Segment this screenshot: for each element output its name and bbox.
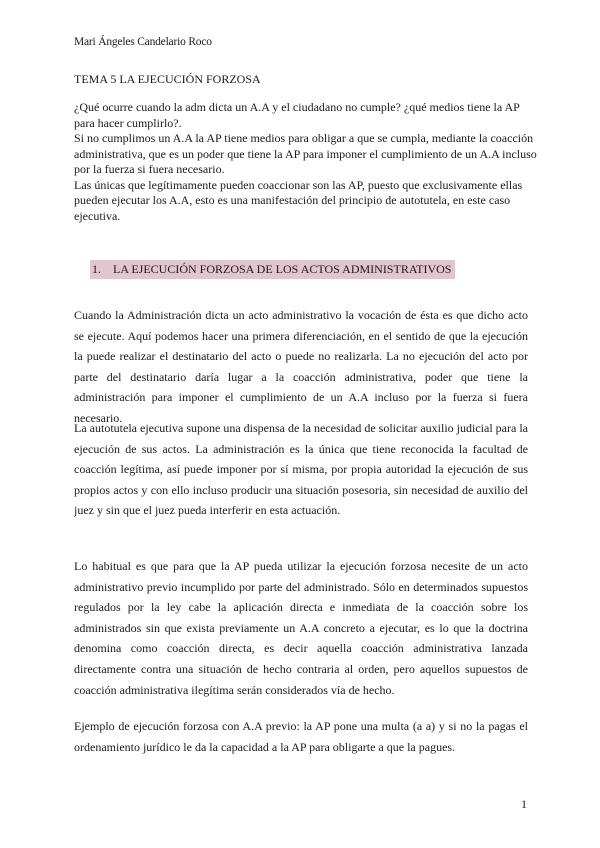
paragraph-ejemplo: Ejemplo de ejecución forzosa con A.A previo: la AP pone una multa (a a) y si no la pagas el ordenamiento jurídico le da la capacidad a la AP para obligarte a que la pagues. (74, 719, 528, 754)
body-paragraph (74, 716, 528, 757)
paragraph-autotutela: La autotutela ejecutiva supone una dispensa de la necesidad de solicitar auxilio judicial para la ejecución de sus actos. La administración es la única que tiene reconocida la facultad de coacción legítima, así puede imponer por sí misma, por propia autoridad la ejecución de sus propios actos y con ello incluso producir una situación posesoria, sin necesidad de auxilio del juez y sin que el juez pueda interferir en esta actuación. (74, 421, 528, 518)
paragraph-ejecucion: Cuando la Administración dicta un acto administrativo la vocación de ésta es que dicho acto se ejecute. Aquí podemos hacer una primera diferenciación, en el sentido de que la ejecución la puede realizar el destinatario del acto o puede no realizarla. La no ejecución del acto por parte del destinatario daría lugar a la coacción administrativa, poder que tiene la administración para imponer el cumplimiento de un A.A incluso por la fuerza si fuera necesario. (74, 308, 528, 425)
intro-question: ¿Qué ocurre cuando la adm dicta un A.A y el ciudadano no cumple? ¿qué medios tiene la AP para hacer cumplirlo?. (74, 100, 520, 130)
page-number: 1 (521, 797, 527, 811)
section-title: LA EJECUCIÓN FORZOSA DE LOS ACTOS ADMINISTRATIVOS (113, 262, 452, 276)
body-paragraph (74, 556, 528, 700)
body-paragraph (74, 305, 528, 429)
author-header: Mari Ángeles Candelario Roco (74, 36, 212, 48)
section-heading (90, 260, 455, 279)
body-paragraph (74, 418, 528, 521)
section-number: 1. (92, 262, 101, 276)
intro-autotutela: Las únicas que legítimamente pueden coaccionar son las AP, puesto que exclusivamente ellas pueden ejecutar los A.A, esto es una manifestación del principio de autotutela, en este caso ejecutiva. (74, 177, 523, 223)
intro-explanation: Si no cumplimos un A.A la AP tiene medios para obligar a que se cumpla, mediante la coacción administrativa, que es un poder que tiene la AP para imponer el cumplimiento de un A.A incluso por la fuerza si fuera necesario. (74, 131, 537, 176)
intro-block (74, 100, 540, 224)
paragraph-coaccion-directa: Lo habitual es que para que la AP pueda utilizar la ejecución forzosa necesite de un acto administrativo previo incumplido por parte del administrado. Sólo en determinados supuestos regulados por la ley cabe la aplicación directa e inmediata de la coacción sobre los administrados sin que exista previamente un A.A concreto a ejecutar, es lo que la doctrina denomina como coacción directa, es decir aquella coacción administrativa lanzada directamente contra una situación de hecho contraria al orden, pero aquellos supuestos de coacción administrativa ilegítima serán considerados vía de hecho. (74, 559, 528, 697)
page-title: TEMA 5 LA EJECUCIÓN FORZOSA (74, 72, 261, 86)
